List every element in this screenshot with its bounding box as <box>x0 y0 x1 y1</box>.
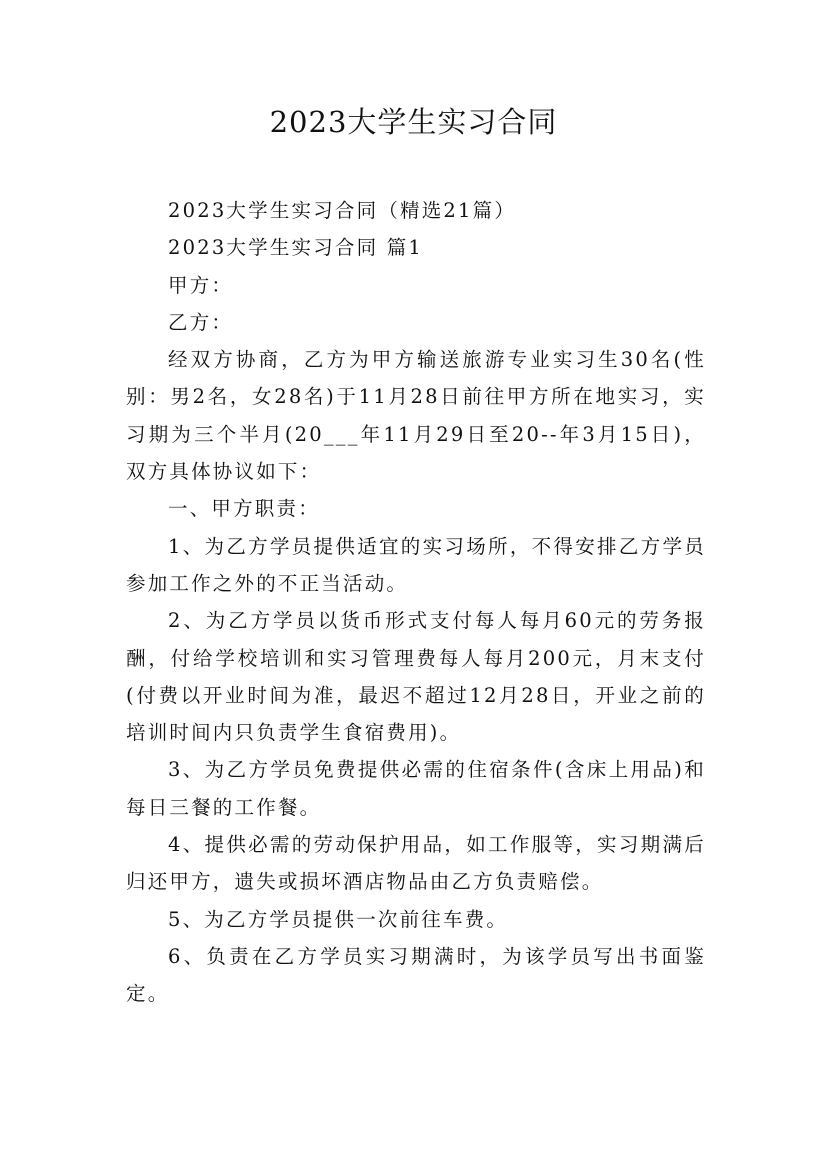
paragraph-party-a: 甲方： <box>168 273 234 297</box>
document-body <box>126 192 706 1013</box>
paragraph-duty-1: 1、为乙方学员提供适宜的实习场所，不得安排乙方学员参加工作之外的不正当活动。 <box>126 534 706 595</box>
paragraph-party-b: 乙方： <box>168 310 234 334</box>
paragraph-duty-3: 3、为乙方学员免费提供必需的住宿条件(含床上用品)和每日三餐的工作餐。 <box>126 758 706 819</box>
paragraph-section-heading: 2023大学生实习合同 篇1 <box>168 236 424 260</box>
paragraph-subtitle: 2023大学生实习合同（精选21篇） <box>168 199 517 222</box>
paragraph-duty-5: 5、为乙方学员提供一次前往车费。 <box>168 907 509 931</box>
paragraph-agreement-intro: 经双方协商，乙方为甲方输送旅游专业实习生30名(性别：男2名，女28名)于11月28日前往甲方所在地实习，实习期为三个半月(20___年11月29日至20--年3月15日)，双方具体协议如下： <box>126 348 706 484</box>
document-title: 2023大学生实习合同 <box>269 105 558 139</box>
paragraph-party-a-duties-heading: 一、甲方职责： <box>168 497 320 521</box>
paragraph-duty-6: 6、负责在乙方学员实习期满时，为该学员写出书面鉴定。 <box>126 944 706 1006</box>
paragraph-duty-2: 2、为乙方学员以货币形式支付每人每月60元的劳务报酬，付给学校培训和实习管理费每人每月200元，月末支付(付费以开业时间为准，最迟不超过12月28日，开业之前的培训时间内只负责学生食宿费用)。 <box>126 609 706 745</box>
paragraph-duty-4: 4、提供必需的劳动保护用品，如工作服等，实习期满后归还甲方，遗失或损坏酒店物品由乙方负责赔偿。 <box>126 833 706 894</box>
